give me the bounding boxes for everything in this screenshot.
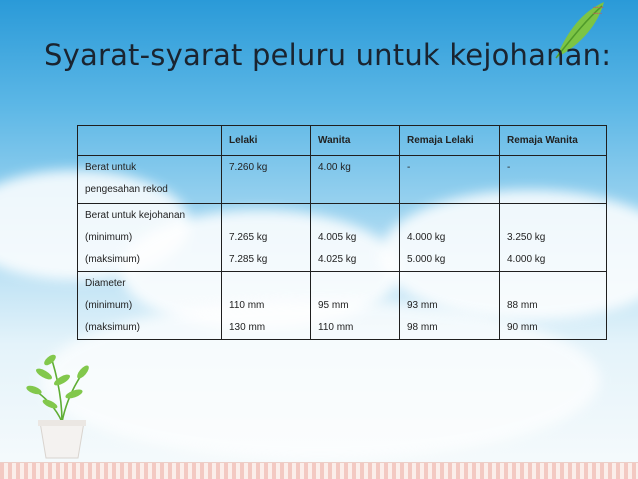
pot-rim [38,420,86,426]
cell-value: 95 mm [318,300,349,311]
cell-value: 90 mm [507,322,538,333]
cell-value: 4.000 kg [507,254,546,265]
row-label-line: (minimum) [85,232,133,243]
table-cell [222,156,311,204]
cell-value: 110 mm [318,322,354,333]
cell-value: 130 mm [229,322,266,333]
table-cell [311,156,400,204]
cell-value [229,205,310,227]
table-cell [400,156,500,204]
cell-value [407,205,499,227]
cell-value: 4.000 kg [407,232,446,243]
header-cell-remaja-wanita: Remaja Wanita [500,126,607,156]
table-cell [400,272,500,340]
cell-value: 7.265 kg [229,232,268,243]
cell-value [229,273,310,295]
row-label-line: Berat untuk kejohanan [85,210,186,221]
cell-value: 88 mm [507,300,538,311]
cell-value: 98 mm [407,322,438,333]
corner-mark: ▪▪▪▪▪▪ ▪▪▪▪▪ [593,5,604,17]
header-cell-remaja-lelaki: Remaja Lelaki [400,126,500,156]
cell-value: 4.025 kg [318,254,357,265]
table-cell [311,272,400,340]
cell-value: 110 mm [229,300,265,311]
header-cell-corner [78,126,222,156]
footer-stripe [0,462,638,479]
cell-value: 5.000 kg [407,254,446,265]
potted-plant-illustration [22,350,102,462]
table-cell [500,272,607,340]
table-cell [500,156,607,204]
cell-value: 7.285 kg [229,254,268,265]
cell-value [318,205,399,227]
row-label-cell [78,156,222,204]
table-cell [311,204,400,272]
slide-title: Syarat-syarat peluru untuk kejohanan: [44,38,612,72]
table-header-row [78,126,607,156]
cell-value: 7.260 kg [229,162,268,173]
table-cell [400,204,500,272]
cell-value: 93 mm [407,300,438,311]
row-label-line: (minimum) [85,300,133,311]
row-label-line: Berat untuk [85,162,137,173]
cell-value: 4.005 kg [318,232,357,243]
row-label-line: Diameter [85,278,126,289]
cell-value [407,273,499,295]
cell-value: - [407,162,411,173]
cell-value [507,205,606,227]
table-row-record-weight [78,156,607,204]
table-cell [500,204,607,272]
plant-pot [40,422,84,458]
specification-table [77,125,607,340]
table-row-competition-weight [78,204,607,272]
cell-value [318,273,399,295]
row-label-cell [78,204,222,272]
row-label-line: (maksimum) [85,254,140,265]
table-cell [222,272,311,340]
table-row-diameter [78,272,607,340]
cell-value [507,273,606,295]
row-label-line: pengesahan rekod [85,184,168,195]
cell-value: 4.00 kg [318,162,351,173]
row-label-line: (maksimum) [85,322,140,333]
plant-leaves [25,353,91,410]
header-cell-wanita: Wanita [311,126,400,156]
cell-value: - [507,162,511,173]
table-cell [222,204,311,272]
cell-value: 3.250 kg [507,232,546,243]
header-cell-lelaki: Lelaki [222,126,311,156]
row-label-cell [78,272,222,340]
